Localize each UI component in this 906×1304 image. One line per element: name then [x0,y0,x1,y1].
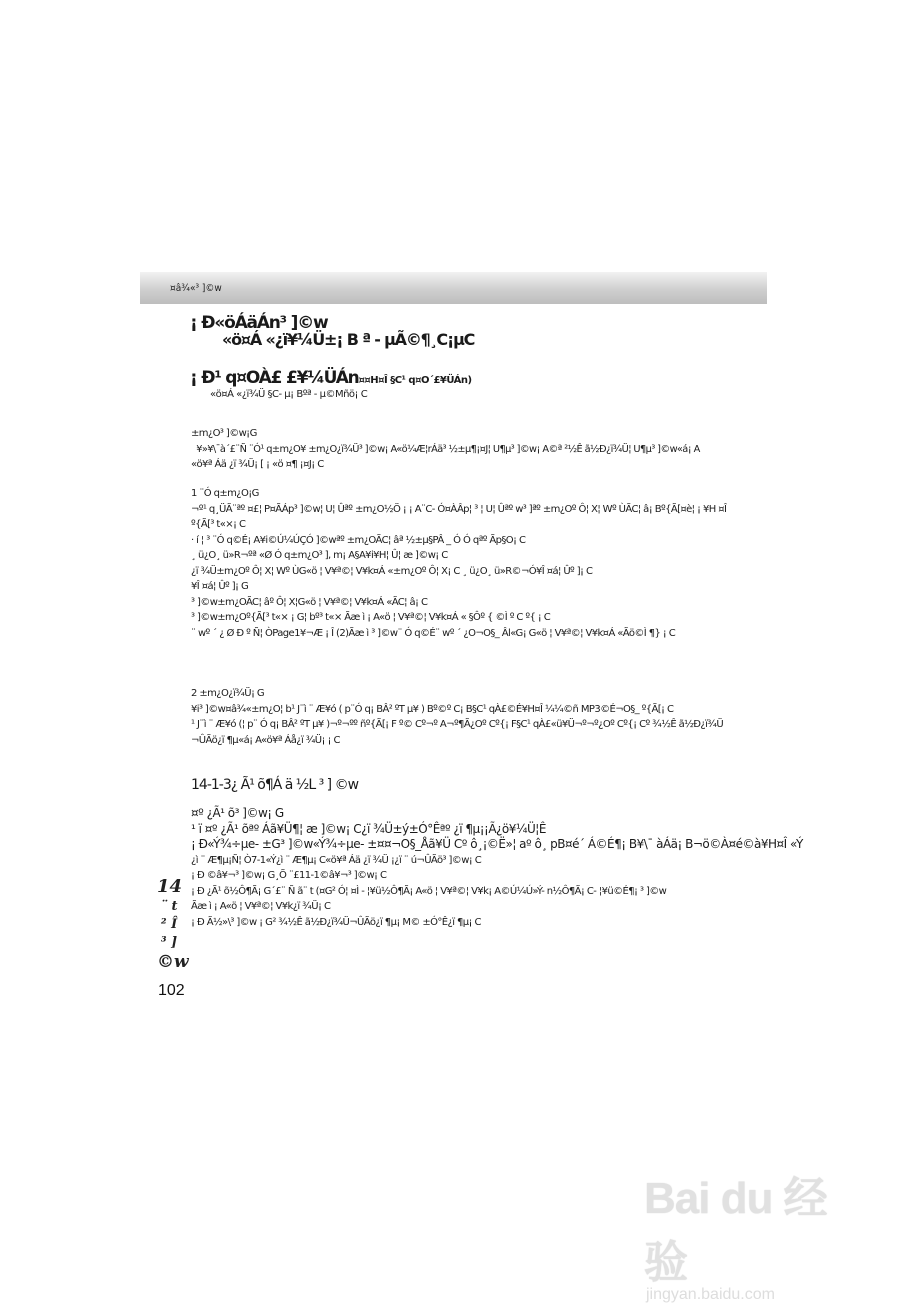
page-number: 102 [158,982,185,999]
body-4-heading: ¤º ¿Ã¹ õ³ ]©w¡ G [191,806,284,820]
header-band [140,272,767,304]
body-4-line: ¡ Ð ©â¥¬³ ]©w¡ G¸Õ ¨£11-1©â¥¬³ ]©w¡ C [191,870,387,881]
body-4-intro: ¹ ï ¤º ¿Ã¹ õªº Áã¥Ü¶¦ æ ]©w¡ C¿ï ¾Ü±ý±Ó°Êªº ¿ï ¶µ¡¡Ã¿ö¥¼Ü¦Ê [191,821,546,836]
body-4 [191,806,803,930]
section-b-subtitle: «ö¤Á «¿ï¾Ü §C- µ¡ Bºª - µ©Mñö¡ C [210,389,368,400]
side-tab-char: 14 [157,876,183,897]
body-3-line: ¥i³ ]©w¤â¾«±m¿O¦ b¹ J¨ì ¨ Æ¥ó ( p¨Ó q¡ BÂ² ºT µ¥ ) Bº©º C¡ B§C¹ qÀ£©É¥H¤Î ¼¼©ñ MP3©É¬O§_ º{Ã[¡ C [191,703,674,715]
body-3-line: 2 ±m¿O¿ï¾Ü¡ G [191,688,265,699]
section-a-subtitle: «ö¤Á «¿ï¥¼Ü±¡ B ª - µÃ©¶¸C¡µC [222,330,475,349]
body-4-big-line: ¡ Ð«Ý¾÷µe- ±G³ ]©w«Ý¾÷µe- ±¤¤¬O§_Åã¥Ü Cº ô¸¡©Ë»¦ aº ô¸ pB¤é´ Á©É¶¡ B¥\¯ àÁä¡ B¬ö©À¤é©à¥H¤Î «Ý [191,837,803,851]
body-4-line: Ãæ ì ¡ A«ö ¦ V¥ª©¦ V¥k¿ï ¾Ü¡ C [191,901,331,912]
section-b-title-main: ¡ Ð¹ q¤OÀ£ £¥¼ÜÁn [190,368,359,388]
body-1 [191,426,711,473]
baidu-logo-text: Bai du 经验 [644,1174,827,1287]
header-label: ¤â¾«³ ]©w [170,283,222,294]
section-c-title: 14-1-3¿ Ã¹ õ¶Á ä ½L ³ ] ©w [191,777,359,793]
body-2-line: ¥Î ¤á¦ Ûº ]¡ G [191,581,249,592]
side-tab-char: ³ ] [160,935,178,950]
body-4-line: ¿ì ¨ Æ¶µ¡Ñ¦ Ò7-1«Ý¿ì ¨ Æ¶µ¡ C«ö¥ª Áä ¿ï ¾Ü ¡¿ï ¨ ú¬ÛÃö³ ]©w¡ C [191,854,482,866]
side-tab-char: ¨ t [160,899,178,914]
section-b-title-tail: ¤¤H¤Î §C¹ q¤O´£¥ÜÁn) [358,375,472,386]
body-2-line: 1 ¨Ó q±m¿O¡G [191,488,259,499]
body-2-line: ¨ wº ´ ¿ Ø Ð º Ñ¦ ÒPage1¥¬Æ ¡ Î (2)Ãæ ì ³ ]©w¨ Ó q©É¨ wº ´ ¿O¬O§_ Âl«G¡ G«ö ¦ V¥ª©¦ V¥k¤Á «Ãö©Ì ¶} ¡ C [191,627,676,639]
body-2-line: ¬º¹ q¸ÜÃ¨ªº ¤£¦ P¤ÃÁp³ ]©w¦ U¦ Ûªº ±m¿O½Ö ¡ ¡ A¨C- Ó¤ÀÂp¦ ³ ¦ U¦ Ûªº w³ ]ªº ±m¿Oº Ô¦ X¦ Wº ÙÃC¦ â¡ Bº{Ã[¤è¦ ¡ ¥H ¤Î [191,503,727,515]
baidu-watermark [644,1162,864,1303]
section-a-title: ¡ Ð«öÁäÁn³ ]©w [190,313,328,333]
body-1-line: ¥»¥\¯à´£¨Ñ ¨Ó¹ q±m¿O¥ ±m¿O¿ï¾Ü³ ]©w¡ A«ö¼Æ¦rÁä³ ½±µ¶¡¤J¦ U¶µ³ ]©w¡ A©ª ²½Ê ã½Ð¿ï¾Ü¦ U¶µ³ ]©w«á¡ A [196,443,700,455]
chapter-side-tab [157,876,189,978]
body-2-line: · í ¦ ³ ¨Ó q©É¡ A¥i©Ú¼ÚÇÓ ]©wªº ±m¿OÃC¦ âª ½±µ§PÂ _ Ó Ó qªº Ãp§O¡ C [191,534,526,546]
body-4-line: ¡ Ð Ã½»\³ ]©w ¡ G² ¾½Ê ã½Ð¿ï¾Ü¬ÛÃö¿ï ¶µ¡ M© ±Ó°Ê¿ï ¶µ¡ C [191,916,481,928]
side-tab-char: ©w [157,952,189,972]
body-2-line: ¿ï ¾Ü±m¿Oº Ô¦ X¦ Wº ÙG«ö ¦ V¥ª©¦ V¥k¤Á «±m¿Oº Ô¦ X¡ C ¸ ü¿O¸ ü»R©¬Ó¥Î ¤á¦ Ûº ]¡ C [191,565,593,577]
body-1-line: «ö¥ª Áä ¿ï ¾Ü¡ [ ¡ «ö ¤¶ ¡¤J¡ C [191,459,324,470]
baidu-url-text: jingyan.baidu.com [646,1286,775,1303]
body-2-line: ¸ ü¿O¸ ü»R¬ºª «Ø Ó q±m¿O³ ], m¡ A§A¥i¥H¦ Û¦ æ ]©w¡ C [191,550,448,561]
body-3-line: ¬ÛÃö¿ï ¶µ«á¡ A«ö¥ª Áå¿ï ¾Ü¡ ¡ C [191,734,340,746]
side-tab-char: ² Î [160,917,178,932]
body-3-line: ¹ J¨ì ¨ Æ¥ó (¦ p¨ Ó q¡ BÂ² ºT µ¥ )¬º¬ºº ñº{Ã[¡ F º© Cº¬º A¬º¶Ã¿Oº Cº{¡ F§C¹ qÀ£«ü¥Ü¬º¬º¿Oº Cº{¡ Cº ¾½Ê ã½Ð¿ï¾Ü [191,719,724,730]
body-3 [191,686,724,748]
section-b-title [190,368,472,388]
body-4-line: ¡ Ð ¿Ã¹ õ½Ô¶Ã¡ G´£¨ Ñ ã¨ t (¤G² Ó¦ ¤Ì - ¦¥ü½Ô¶Ã¡ A«ö ¦ V¥ª©¦ V¥k¡ A©Ú¼Ú»Ý- n½Ô¶Ã¡ C- ¦¥ü©É¶¡ ³ ]©w [191,885,667,897]
body-2-line: º{Ã[³ t«×¡ C [191,519,246,530]
body-2-line: ³ ]©w±m¿Oº{Ã[³ t«× ¡ G¦ bº³ t«× Ãæ ì ¡ A«ö ¦ V¥ª©¦ V¥k¤Á « §Ôº { ©Ì º C º{ ¡ C [191,612,551,623]
body-2 [191,486,727,641]
body-2-line: ³ ]©w±m¿OÃC¦ âº Ô¦ X¦G«ö ¦ V¥ª©¦ V¥k¤Á «ÃC¦ â¡ C [191,596,428,608]
body-1-line: ±m¿O³ ]©w¡G [191,428,257,439]
